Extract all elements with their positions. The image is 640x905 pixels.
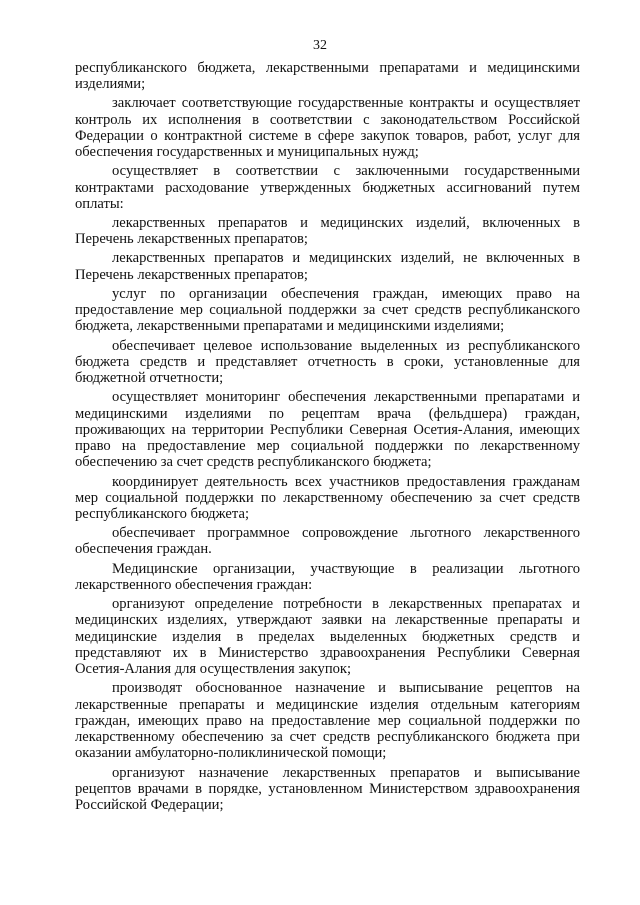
paragraph: координирует деятельность всех участников предоставления гражданам мер социальной поддержки по лекарственному обеспечению за счет средств республиканского бюджета; xyxy=(75,473,580,523)
paragraph: Медицинские организации, участвующие в реализации льготного лекарственного обеспечения граждан: xyxy=(75,560,580,593)
paragraph: заключает соответствующие государственные контракты и осуществляет контроль их исполнения в соответствии с законодательством Российской Федерации о контрактной системе в сфере закупок товаров, работ, услуг для обеспечения государственных и муниципальных нужд; xyxy=(75,95,580,161)
paragraph: организуют назначение лекарственных препаратов и выписывание рецептов врачами в порядке, установленном Министерством здравоохранения Российской Федерации; xyxy=(75,764,580,814)
paragraph: осуществляет в соответствии с заключенными государственными контрактами расходование утвержденных бюджетных ассигнований путем оплаты: xyxy=(75,163,580,212)
paragraph: республиканского бюджета, лекарственными препаратами и медицинскими изделиями; xyxy=(75,60,580,93)
paragraph: лекарственных препаратов и медицинских изделий, включенных в Перечень лекарственных препаратов; xyxy=(75,215,580,248)
document-body xyxy=(75,60,580,816)
paragraph: организуют определение потребности в лекарственных препаратах и медицинских изделиях, утверждают заявки на лекарственные препараты и медицинские изделия в пределах выделенных бюджетных средств и представляют их в Министерство здравоохранения Республики Северная Осетия-Алания для осуществления закупок; xyxy=(75,595,580,678)
paragraph: обеспечивает целевое использование выделенных из республиканского бюджета средств и представляет отчетность в сроки, установленные для бюджетной отчетности; xyxy=(75,337,580,387)
page-number: 32 xyxy=(313,38,327,53)
paragraph: лекарственных препаратов и медицинских изделий, не включенных в Перечень лекарственных препаратов; xyxy=(75,250,580,283)
paragraph: обеспечивает программное сопровождение льготного лекарственного обеспечения граждан. xyxy=(75,525,580,558)
paragraph: услуг по организации обеспечения граждан, имеющих право на предоставление мер социальной поддержки за счет средств республиканского бюджета, лекарственными препаратами и медицинскими изделиями; xyxy=(75,285,580,335)
paragraph: осуществляет мониторинг обеспечения лекарственными препаратами и медицинскими изделиями по рецептам врача (фельдшера) граждан, проживающих на территории Республики Северная Осетия-Алания, имеющих право на предоставление мер социальной поддержки по лекарственному обеспечению за счет средств республиканского бюджета; xyxy=(75,389,580,471)
paragraph: производят обоснованное назначение и выписывание рецептов на лекарственные препараты и медицинские изделия отдельным категориям граждан, имеющих право на предоставление мер социальной поддержки по лекарственному обеспечению за счет средств республиканского бюджета при оказании амбулаторно-поликлинической помощи; xyxy=(75,680,580,762)
